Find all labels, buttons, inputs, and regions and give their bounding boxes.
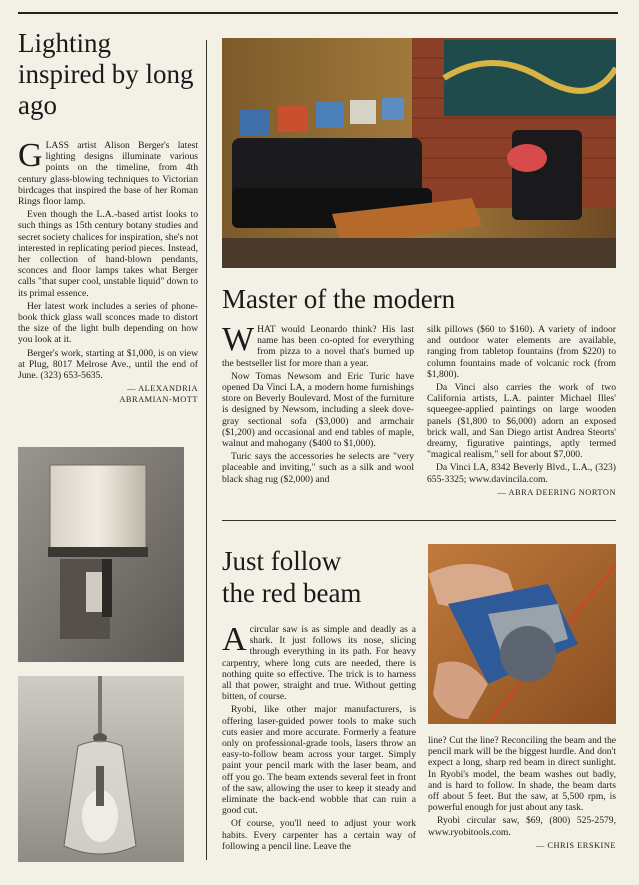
- beam-headline-line1: Just follow: [222, 546, 342, 576]
- modern-article-col2: [427, 324, 616, 498]
- modern-byline: — ABRA DEERING NORTON: [497, 487, 616, 497]
- beam-drop-cap: A: [222, 621, 247, 658]
- lighting-paragraph-2: Even though the L.A.-based artist looks to such things as 15th century botany studies and secret society chalices for inspiration, she's not interested in replicating period pieces. Instead, her collection of hand-blown pendants, sconces and floor lamps takes what Berger calls "that super cool, unstable liquid" down to its primal essence.: [18, 209, 198, 299]
- sconce-photo: [18, 447, 184, 662]
- section-rule: [222, 520, 616, 521]
- beam-paragraph-5: Ryobi circular saw, $69, (800) 525-2579, www.ryobitools.com.: [428, 815, 616, 838]
- beam-paragraph-4: line? Cut the line? Reconciling the beam and the pencil mark will be the biggest hurdle. And don't expect a long, sharp red beam in direct sunlight. In Ryobi's model, the beam washes out badly, and is hard to follow. In shade, the beam darts off about 5 feet. But the saw, at 5,500 rpm, is powerful enough for just about any task.: [428, 735, 616, 814]
- beam-headline: [222, 545, 422, 609]
- lighting-byline-1: — ALEXANDRIA: [127, 384, 198, 394]
- beam-paragraph-3: Of course, you'll need to adjust your work habits. Every carpenter has a certain way of following a pencil line. Leave the: [222, 818, 416, 852]
- modern-article-col1: [222, 321, 414, 487]
- modern-paragraph-6: Da Vinci LA, 8342 Beverly Blvd., L.A., (323) 655-3325; www.davincila.com.: [427, 462, 616, 485]
- pendant-photo: [18, 676, 184, 862]
- top-rule: [18, 12, 618, 14]
- lighting-byline-2: ABRAMIAN-MOTT: [119, 395, 198, 405]
- lighting-headline: Lighting inspired by long ago: [18, 28, 194, 120]
- furniture-showroom-photo: [222, 38, 616, 268]
- modern-drop-cap: W: [222, 321, 255, 358]
- lighting-drop-cap: G: [18, 137, 43, 174]
- modern-paragraph-2: Now Tomas Newsom and Eric Turic have opened Da Vinci LA, a modern home furnishings store on Beverly Boulevard. Most of the furniture is designed by Newsom, including a sleek dove-gray sectional sofa ($3,000) and armchair ($1,200) and occasional and end tables of maple, walnut and mahogany ($400 to $1,000).: [222, 370, 414, 450]
- beam-byline: — CHRIS ERSKINE: [535, 840, 616, 850]
- modern-headline: Master of the modern: [222, 284, 456, 314]
- lighting-paragraph-1: GLASS artist Alison Berger's latest lighting designs illuminate various points on the timeline, from 4th century glass-blowing techniques to Victorian birdcages that inspired the base of her Roman Rings floor lamp.: [18, 137, 198, 208]
- beam-paragraph-2: Ryobi, like other major manufacturers, is offering laser-guided power tools to make such cuts easier and more accurate. Formerly a feature only on professional-grade tools, lasers throw an easy-to-follow beam across your target. Simply paint your pencil mark with the laser beam, and off you go. The beam extends several feet in front of the saw, allowing the user to keep it steady and eliminate the back-end wobble that can ruin a good cut.: [222, 704, 416, 817]
- modern-paragraph-5: Da Vinci also carries the work of two California artists, L.A. painter Michael Illes' squeegee-applied paintings on large wooden panels ($1,800 to $6,000) adorn an exposed brick wall, and San Diego artist Andrea Steorts' dreamy, figurative paintings, aptly termed "magical realism," sell for about $7,000.: [427, 382, 616, 461]
- modern-paragraph-1: WHAT would Leonardo think? His last name has been co-opted for everything from pizza to a novel that's burned up the bestseller list for more than a year.: [222, 321, 414, 369]
- modern-paragraph-3: Turic says the accessories he selects are "very placeable and inviting," such as a silk and wool black shag rug ($2,000) and: [222, 451, 414, 485]
- lighting-article: [18, 137, 198, 406]
- lighting-paragraph-3: Her latest work includes a series of phone-book thick glass wall sconces made to distort the size of the light bulb depending on how you look at it.: [18, 300, 198, 346]
- beam-paragraph-1: Acircular saw is as simple and deadly as a shark. It just follows its nose, slicing through everything in its path. For heavy carpentry, where long cuts are needed, there is nothing quite so effective. The trick is to harness all that power, straight and true. Without getting bitten, of course.: [222, 621, 416, 703]
- lighting-paragraph-4: Berger's work, starting at $1,000, is on view at Plug, 8017 Melrose Ave., until the end of June. (323) 653-5635.: [18, 347, 198, 382]
- modern-paragraph-4: silk pillows ($60 to $160). A variety of indoor and outdoor water elements are available, ranging from tabletop fountains (from $220) to column fountains made of volcanic rock (from $1,800).: [427, 324, 616, 380]
- beam-article-col1: [222, 621, 416, 854]
- beam-article-col2: [428, 735, 616, 851]
- circular-saw-photo: [428, 544, 616, 724]
- beam-headline-line2: the red beam: [222, 578, 362, 608]
- column-rule: [206, 40, 207, 860]
